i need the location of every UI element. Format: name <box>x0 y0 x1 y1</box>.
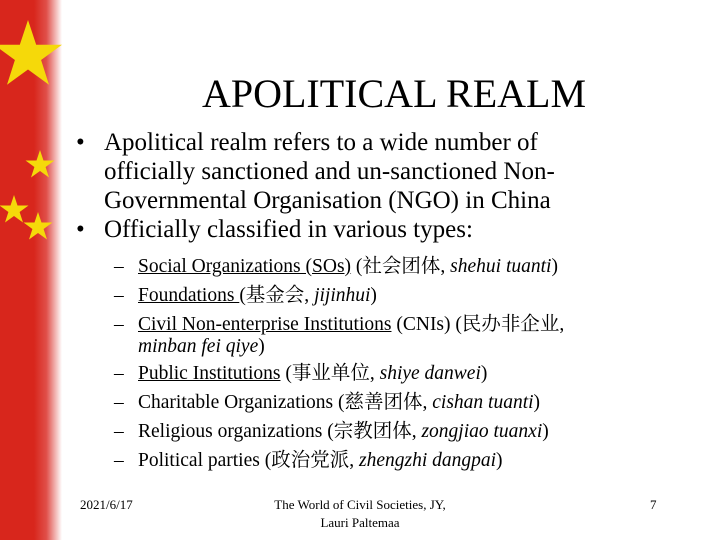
slide-title: APOLITICAL REALM <box>201 71 587 116</box>
type-close: ) <box>496 450 503 471</box>
type-item <box>114 417 706 446</box>
footer-credit <box>250 496 470 532</box>
type-close: ) <box>551 256 558 277</box>
type-pinyin: shiye danwei <box>379 363 481 384</box>
type-item <box>114 252 706 281</box>
bullet-line: officially sanctioned and un-sanctioned Non- <box>104 158 555 185</box>
flag-star-small <box>26 150 55 178</box>
type-chinese: (宗教团体, <box>322 421 422 442</box>
type-pinyin: zongjiao tuanxi <box>421 421 543 442</box>
bullet-icon: • <box>76 129 85 156</box>
dash-icon: – <box>114 450 124 471</box>
bullet-line: Apolitical realm refers to a wide number of <box>104 129 538 156</box>
footer-credit-line: Lauri Paltemaa <box>320 515 400 530</box>
type-pinyin: shehui tuanti <box>450 256 552 277</box>
flag-star-small <box>24 212 53 240</box>
dash-icon: – <box>114 285 124 306</box>
type-item <box>114 281 706 310</box>
type-pinyin: jijinhui <box>314 285 371 306</box>
slide-body <box>76 128 706 475</box>
type-chinese: (基金会, <box>239 285 315 306</box>
bullet-line: Governmental Organisation (NGO) in China <box>104 187 551 214</box>
bullet-item <box>76 128 706 215</box>
page-number: 7 <box>650 497 657 512</box>
type-continuation <box>138 336 706 357</box>
china-flag-decoration <box>0 0 62 540</box>
type-name: Charitable Organizations <box>138 392 334 413</box>
type-name: Civil Non-enterprise Institutions <box>138 314 392 335</box>
dash-icon: – <box>114 392 124 413</box>
type-chinese: (社会团体, <box>351 256 451 277</box>
flag-stars-icon <box>0 0 62 540</box>
type-pinyin: minban fei qiye <box>138 336 259 357</box>
type-chinese: (慈善团体, <box>333 392 433 413</box>
type-item <box>114 388 706 417</box>
type-pinyin: cishan tuanti <box>432 392 534 413</box>
type-list <box>114 252 706 475</box>
type-name: Religious organizations <box>138 421 323 442</box>
type-pinyin: zhengzhi dangpai <box>358 450 497 471</box>
type-name: Social Organizations (SOs) <box>138 256 352 277</box>
type-close: ) <box>258 336 265 357</box>
type-close: ) <box>480 363 488 384</box>
type-close: ) <box>542 421 549 442</box>
dash-icon: – <box>114 314 124 335</box>
footer-credit-line: The World of Civil Societies, JY, <box>274 497 446 512</box>
type-close: ) <box>370 285 377 306</box>
footer-date: 2021/6/17 <box>80 497 133 512</box>
type-name: Foundations <box>138 285 240 306</box>
type-chinese: (政治党派, <box>259 450 359 471</box>
type-close: ) <box>533 392 541 413</box>
type-item <box>114 359 706 388</box>
dash-icon: – <box>114 256 124 277</box>
bullet-icon: • <box>76 216 85 243</box>
type-chinese: (CNIs) (民办非企业, <box>391 314 565 335</box>
dash-icon: – <box>114 363 124 384</box>
type-name: Political parties <box>138 450 260 471</box>
type-chinese: (事业单位, <box>280 363 380 384</box>
type-item <box>114 310 706 355</box>
bullet-item <box>76 215 706 244</box>
type-name: Public Institutions <box>138 363 281 384</box>
flag-star-small <box>0 195 29 223</box>
flag-star-large <box>0 20 62 85</box>
type-item <box>114 446 706 475</box>
bullet-line: Officially classified in various types: <box>104 216 473 243</box>
dash-icon: – <box>114 421 124 442</box>
